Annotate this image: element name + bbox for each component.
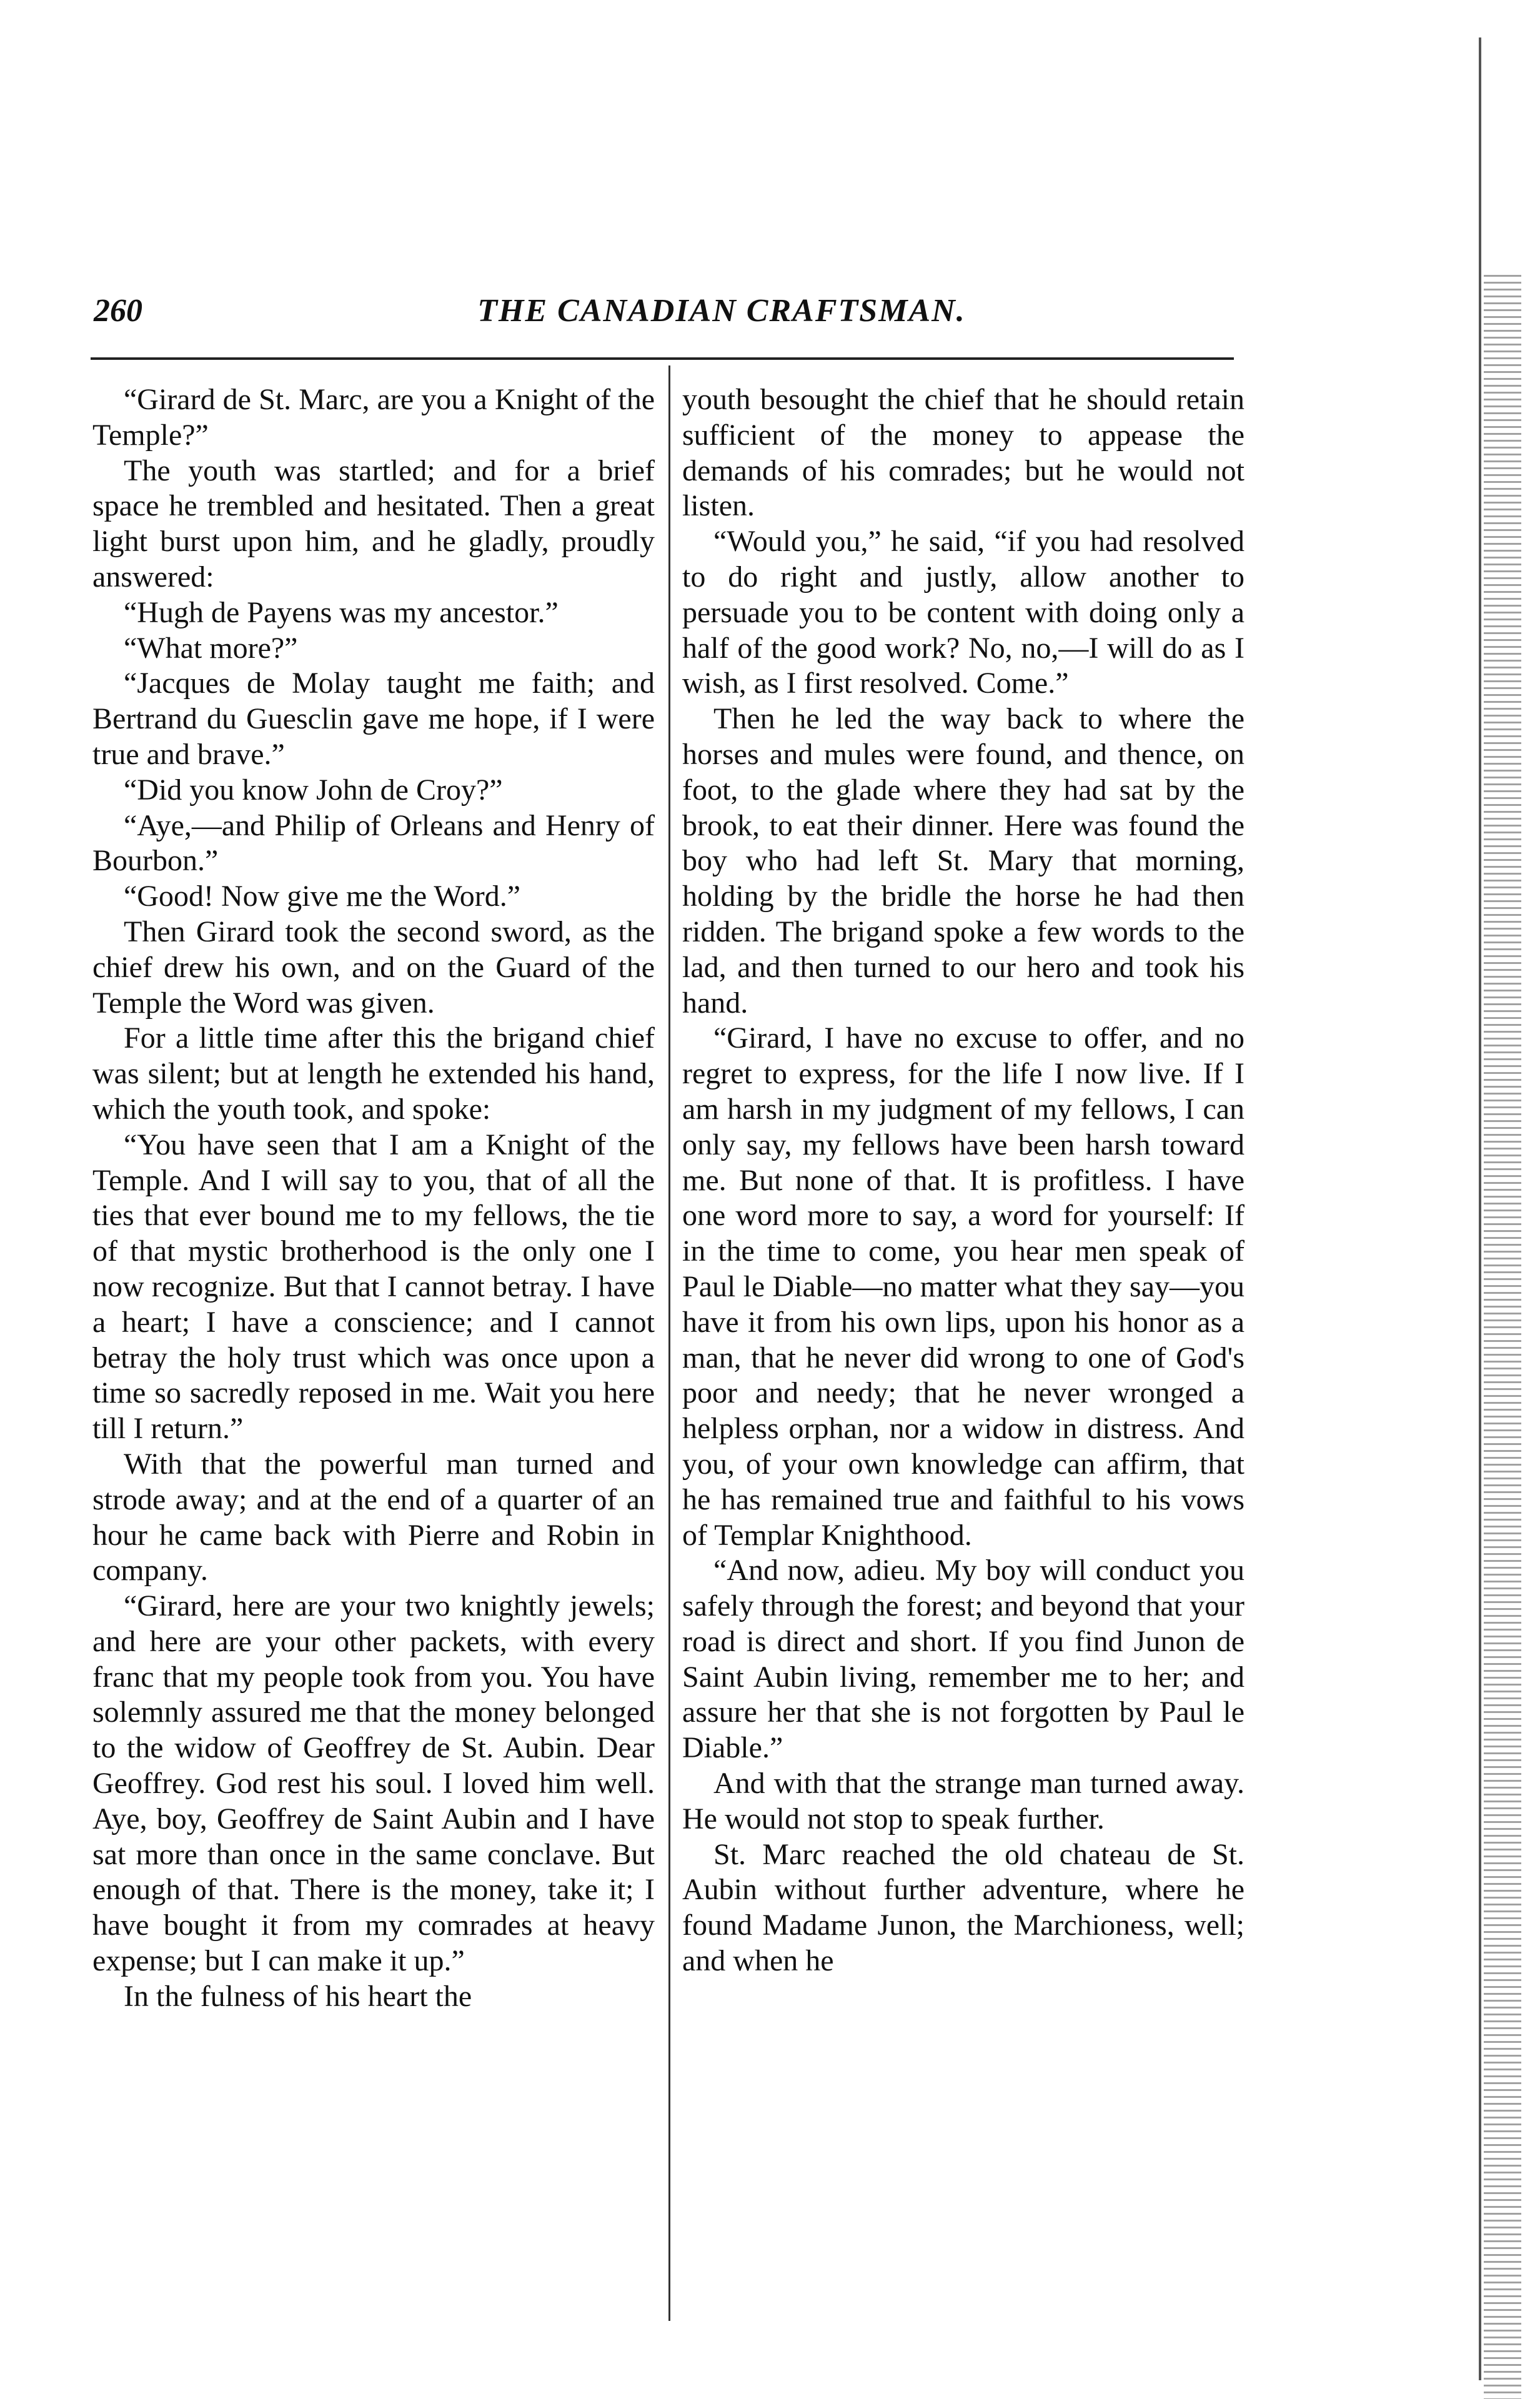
paragraph: “Good! Now give me the Word.” [124,880,521,913]
binding-line [1479,37,1481,2380]
page-number: 260 [94,293,142,329]
paragraph: With that the powerful man turned and strode away; and at the end of a quarter of an hour he came back with Pierre and Robin in company. [92,1447,655,1587]
paragraph: “Girard de St. Marc, are you a Knight of the Temple?” [92,383,655,452]
paragraph: “And now, adieu. My boy will conduct you safely through the forest; and beyond that your road is direct and short. If you find Junon de Saint Aubin living, remember me to her; and assure her that she is not forgotten by Paul le Diable.” [682,1554,1244,1765]
binding-edge [1465,37,1534,2380]
paragraph: “Girard, I have no excuse to offer, and no regret to express, for the life I now live. If I am harsh in my judgment of my fellows, I can only say, my fellows have been harsh toward me. But none of that. It is profitless. I have one word more to say, a word for yourself: If in the time to come, you hear men speak of Paul le Diable—no matter what they say—you have it from his own lips, upon his honor as a man, that he never did wrong to one of God's poor and needy; that he never wronged a helpless orphan, nor a widow in distress. And you, of your own knowledge can affirm, that he has remained true and faithful to his vows of Templar Knighthood. [682,1021,1244,1552]
column-divider [668,365,670,2321]
paragraph: “Jacques de Molay taught me faith; and Bertrand du Guesclin gave me hope, if I were true and brave.” [92,667,655,771]
page-header [94,292,1231,342]
paragraph: “Girard, here are your two knightly jewels; and here are your other packets, with every franc that my people took from you. You have solemnly assured me that the money belonged to the widow of Geoffrey de St. Aubin. Dear Geoffrey. God rest his soul. I loved him well. Aye, boy, Geoffrey de Saint Aubin and I have sat more than once in the same conclave. But enough of that. There is the money, take it; I have bought it from my comrades at heavy expense; but I can make it up.” [92,1589,655,1978]
paragraph: “Did you know John de Croy?” [124,773,503,807]
paragraph: In the fulness of his heart the [124,1979,472,2013]
running-title: THE CANADIAN CRAFTSMAN. [477,293,966,329]
paragraph: The youth was startled; and for a brief space he trembled and hesitated. Then a great light burst upon him, and he gladly, proudly answered: [92,454,655,594]
right-column [682,382,1244,1979]
paragraph: “Hugh de Payens was my ancestor.” [124,595,559,629]
paragraph: “You have seen that I am a Knight of the Temple. And I will say to you, that of all the ties that ever bound me to my fellows, the tie of that mystic brotherhood is the only one I now recognize. But that I cannot betray. I have a heart; I have a conscience; and I cannot betray the holy trust which was once upon a time so sacredly reposed in me. Wait you here till I return.” [92,1128,655,1446]
paragraph: And with that the strange man turned away. He would not stop to speak further. [682,1767,1244,1835]
paragraph: “Aye,—and Philip of Orleans and Henry of Bourbon.” [92,808,655,878]
paragraph: St. Marc reached the old chateau de St. Aubin without further adventure, where he found Madame Junon, the Marchioness, well; and when he [682,1837,1244,1978]
paragraph: “Would you,” he said, “if you had resolved to do right and justly, allow another to persuade you to be content with doing only a half of the good work? No, no,—I will do as I wish, as I first resolved. Come.” [682,525,1244,700]
paragraph: Then Girard took the second sword, as the chief drew his own, and on the Guard of the Temple the Word was given. [92,915,655,1020]
binding-texture [1484,275,1521,2399]
header-rule [91,357,1234,360]
paragraph-continued: youth besought the chief that he should retain sufficient of the money to appease the demands of his comrades; but he would not listen. [682,383,1244,523]
paragraph: For a little time after this the brigand chief was silent; but at length he extended his hand, which the youth took, and spoke: [92,1021,655,1126]
paragraph: Then he led the way back to where the horses and mules were found, and thence, on foot, to the glade where they had sat by the brook, to eat their dinner. Here was found the boy who had left St. Mary that morning, holding by the bridle the horse he had then ridden. The brigand spoke a few words to the lad, and then turned to our hero and took his hand. [682,702,1244,1020]
paragraph: “What more?” [124,631,298,665]
left-column [92,382,655,2015]
